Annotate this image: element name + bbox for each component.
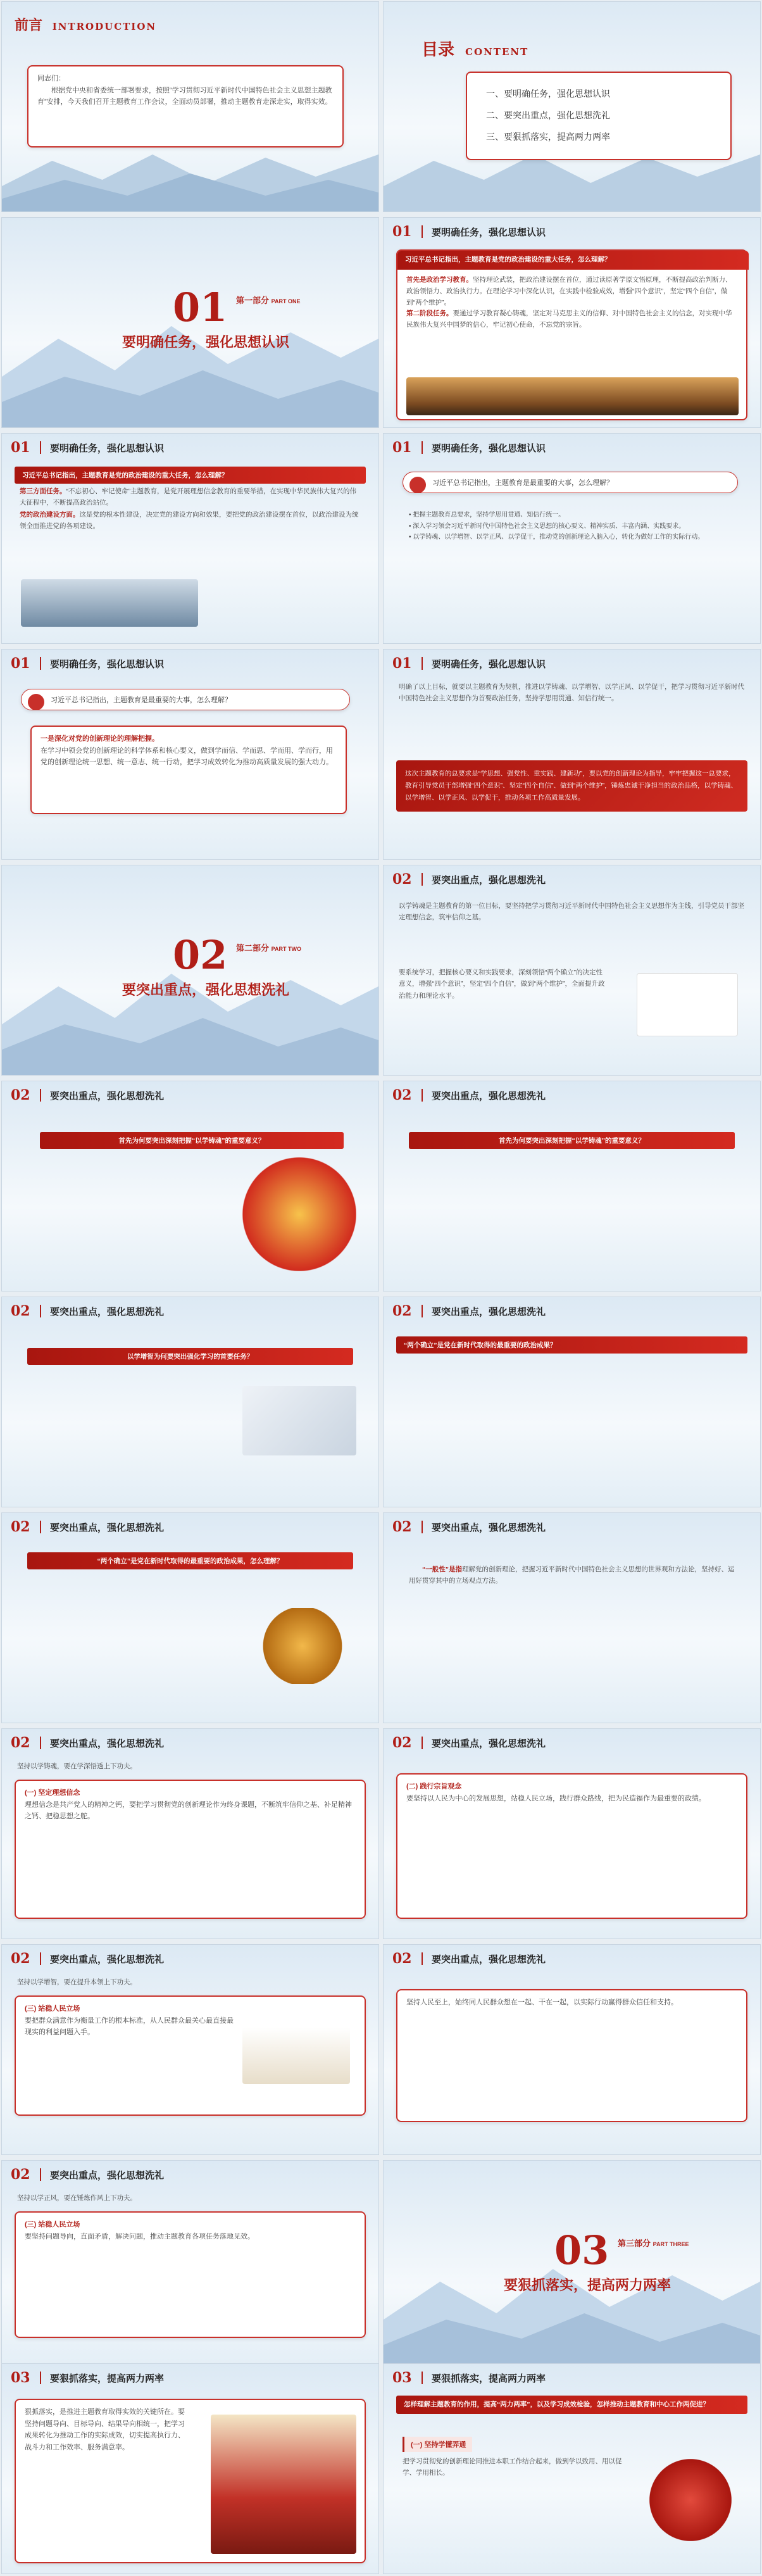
- header-number: 02: [392, 1951, 412, 1967]
- bullet-text-1: 把握主题教育总要求，坚持学思用贯通、知信行统一。: [413, 512, 565, 518]
- slide-header: [384, 434, 760, 462]
- header-title: 要明确任务，强化思想认识: [432, 227, 546, 238]
- slide-header: [2, 2364, 378, 2392]
- slide-header: [384, 218, 760, 246]
- header-number: 02: [392, 1519, 412, 1535]
- card-subheading: (三) 站稳人民立场: [25, 2221, 80, 2228]
- card-body: 要坚持以人民为中心的发展思想，站稳人民立场，践行群众路线，把为民造福作为最重要的政绩。: [406, 1794, 706, 1802]
- intro-text: 坚持以学铸魂，要在学深悟透上下功夫。: [17, 1762, 137, 1770]
- section-title: 要突出重点，强化思想洗礼: [122, 982, 290, 998]
- slide-s3-p2[interactable]: [383, 2363, 761, 2574]
- bullet-list: [409, 510, 738, 543]
- preface-title-cn: 前言: [15, 17, 43, 34]
- slide-section2-cover[interactable]: [1, 865, 379, 1076]
- header-title: 要突出重点，强化思想洗礼: [50, 1954, 165, 1965]
- pill-text: 习近平总书记指出，主题教育是最重要的大事，怎么理解？: [432, 479, 613, 487]
- slide-s2-p9[interactable]: [383, 1728, 761, 1939]
- toc-title-en: CONTENT: [465, 46, 529, 58]
- card-body: 要把群众满意作为衡量工作的根本标准，从人民群众最关心最直接最现实的利益问题入手。: [25, 2016, 234, 2037]
- content-card: [396, 1773, 747, 1919]
- question-pill: [21, 689, 350, 710]
- para-lead-1: 首先是政治学习教育。: [406, 275, 473, 284]
- question-bar: 首先为何要突出深刻把握“以学铸魂”的重要意义？: [40, 1132, 344, 1149]
- section-part-cn: 第一部分: [236, 296, 270, 305]
- bullet-text-3: 以学铸魂、以学增智、以学正风、以学促干，推动党的创新理论入脑入心，转化为做好工作的实际行动。: [413, 534, 704, 541]
- slide-header: [384, 1081, 760, 1109]
- para-body-1: “不忘初心、牢记使命”主题教育，是党开展理想信念教育的重要举措，在实现中华民族伟大复兴的伟大征程中，不断提高政治站位。: [20, 487, 356, 507]
- content-card: [396, 249, 747, 420]
- question-bar: 首先为何要突出深刻把握“以学铸魂”的重要意义？: [409, 1132, 735, 1149]
- header-title: 要突出重点，强化思想洗礼: [432, 874, 546, 886]
- slide-header: [384, 1513, 760, 1541]
- header-number: 03: [392, 2370, 412, 2386]
- ui-illustration: [637, 973, 738, 1036]
- lion-statue-image: [261, 1608, 344, 1684]
- card-body: 狠抓落实，是推进主题教育取得实效的关键所在。要坚持问题导向、目标导向、结果导向相统一，把学习成果转化为推动工作的实际成效，切实提高执行力、战斗力和工作效率、服务满意率。: [25, 2408, 185, 2452]
- slide-s2-p3[interactable]: [383, 1081, 761, 1291]
- slide-s1-p1[interactable]: [383, 217, 761, 428]
- preface-title: [15, 15, 156, 34]
- slide-header: [2, 1513, 378, 1541]
- slide-s1-p2[interactable]: [1, 433, 379, 644]
- slide-s1-p4[interactable]: [1, 649, 379, 860]
- header-number: 01: [392, 439, 412, 456]
- slide-section1-cover[interactable]: [1, 217, 379, 428]
- question-bar: 习近平总书记指出，主题教育是党的政治建设的重大任务，怎么理解？: [15, 467, 366, 484]
- para-lead: “一般性”是指: [422, 1566, 462, 1573]
- slide-header: [2, 1945, 378, 1973]
- sub-heading: (一) 坚持学懂弄通: [403, 2437, 472, 2452]
- slide-s1-p5[interactable]: [383, 649, 761, 860]
- ribbon-icon: [409, 477, 426, 493]
- slide-s2-p7[interactable]: [383, 1512, 761, 1723]
- toc-title-cn: 目录: [422, 41, 455, 60]
- toc-card: [466, 72, 732, 160]
- header-number: 02: [11, 1735, 30, 1751]
- section-title: 要明确任务，强化思想认识: [122, 334, 290, 351]
- header-title: 要突出重点，强化思想洗礼: [432, 1522, 546, 1533]
- torch-emblem: [242, 1157, 356, 1271]
- header-title: 要突出重点，强化思想洗礼: [50, 2170, 165, 2181]
- para-body-2: 这是党的根本性建设，决定党的建设方向和效果，要把党的政治建设摆在首位，以政治建设为统领全面推进党的各项建设。: [20, 510, 359, 531]
- content-card: [396, 1989, 747, 2122]
- header-number: 02: [11, 1303, 30, 1319]
- header-title: 要明确任务，强化思想认识: [50, 443, 165, 454]
- slide-preface[interactable]: [1, 1, 379, 212]
- para-lead-2: 第二阶段任务。: [406, 310, 453, 318]
- question-bar: 习近平总书记指出，主题教育是党的政治建设的重大任务，怎么理解？: [397, 251, 749, 270]
- question-bar: “两个确立”是党在新时代取得的最重要的政治成果，怎么理解？: [27, 1552, 353, 1569]
- slide-s2-p10[interactable]: [1, 1944, 379, 2155]
- slide-header: [384, 865, 760, 893]
- header-title: 要狠抓落实，提高两力两率: [432, 2373, 546, 2384]
- para-body-1: 坚持理论武装，把政治建设摆在首位，通过读原著学原文悟原理，不断提高政治判断力、政治领悟力、政治执行力。在理论学习中深化认识，在实践中检验成效，增强“四个意识”，坚定“四个自信”，做到“两个维护”。: [406, 275, 732, 306]
- header-number: 02: [392, 1087, 412, 1103]
- question-pill: [403, 472, 738, 493]
- header-title: 要明确任务，强化思想认识: [432, 443, 546, 454]
- slide-s2-p8[interactable]: [1, 1728, 379, 1939]
- signpost-icon: [649, 2459, 732, 2541]
- slide-s2-p11[interactable]: [383, 1944, 761, 2155]
- card-subheading: (三) 站稳人民立场: [25, 2005, 80, 2013]
- header-title: 要突出重点，强化思想洗礼: [50, 1090, 165, 1102]
- para-body-2: 要通过学习教育凝心铸魂，坚定对马克思主义的信仰、对中国特色社会主义的信念，对实现中华民族伟大复兴中国梦的信心，牢记初心使命，不忘党的宗旨。: [406, 310, 732, 329]
- toc-item-2[interactable]: 二、要突出重点，强化思想洗礼: [486, 110, 610, 120]
- header-number: 01: [11, 655, 30, 672]
- content-card: [15, 2211, 366, 2338]
- header-title: 要突出重点，强化思想洗礼: [432, 1738, 546, 1749]
- section-part-en: PART TWO: [271, 946, 301, 952]
- header-number: 02: [392, 871, 412, 888]
- slide-s2-p4[interactable]: [1, 1297, 379, 1507]
- card-subheading: 一是深化对党的创新理论的理解把握。: [41, 735, 159, 743]
- header-title: 要狠抓落实，提高两力两率: [50, 2373, 165, 2384]
- para-1: 以学铸魂是主题教育的第一位目标，要坚持把学习贯彻习近平新时代中国特色社会主义思想作为主线，引导党员干部坚定理想信念，筑牢信仰之基。: [399, 902, 744, 922]
- slide-section3-cover[interactable]: [383, 2160, 761, 2371]
- slide-toc[interactable]: [383, 1, 761, 212]
- header-number: 01: [392, 655, 412, 672]
- header-title: 要明确任务，强化思想认识: [432, 658, 546, 670]
- slide-header: [384, 2364, 760, 2392]
- content-card: [30, 726, 347, 814]
- bullet-item: • 把握主题教育总要求，坚持学思用贯通、知信行统一。: [409, 512, 565, 518]
- intro-text: 明确了以上目标，就要以主题教育为契机，推进以学铸魂、以学增智、以学正风、以学促干，把学习贯彻习近平新时代中国特色社会主义思想作为首要政治任务，坚持学思用贯通、知信行统一。: [399, 683, 744, 703]
- section-number: 01: [173, 284, 228, 330]
- content-card: [15, 1780, 366, 1919]
- toc-item-1[interactable]: 一、要明确任务，强化思想认识: [486, 89, 610, 99]
- preface-body: 根据党中央和省委统一部署要求，按照“学习贯彻习近平新时代中国特色社会主义思想主题教育”安排，今天我们召开主题教育工作会议，全面动员部署，推动主题教育走深走实，取得实效。: [37, 86, 332, 106]
- preface-title-en: INTRODUCTION: [52, 21, 157, 32]
- slide-header: [2, 434, 378, 462]
- para-lead-1: 第三方面任务。: [20, 487, 66, 495]
- header-number: 02: [11, 2166, 30, 2183]
- slide-s3-p1[interactable]: [1, 2363, 379, 2574]
- slide-header: [2, 1729, 378, 1757]
- section-number: 03: [554, 2227, 609, 2273]
- section-part-en: PART ONE: [271, 298, 301, 305]
- header-title: 要突出重点，强化思想洗礼: [50, 1306, 165, 1317]
- toc-title: [422, 37, 528, 60]
- landscape-image: [21, 579, 198, 627]
- section-part-cn: 第二部分: [236, 943, 270, 953]
- intro-text: 坚持以学增智，要在提升本领上下功夫。: [17, 1978, 137, 1986]
- bullet-text-2: 深入学习领会习近平新时代中国特色社会主义思想的核心要义、精神实质、丰富内涵、实践要求。: [413, 522, 685, 530]
- para-body: 理解党的创新理论，把握习近平新时代中国特色社会主义思想的世界观和方法论，坚持好、运用好贯穿其中的立场观点方法。: [409, 1566, 735, 1585]
- content-text: 把学习贯彻党的创新理论同推进本职工作结合起来，做到学以致用、用以促学、学用相长。: [403, 2458, 622, 2477]
- header-number: 03: [11, 2370, 30, 2386]
- para-2: 要系统学习，把握核心要义和实践要求，深刻领悟“两个确立”的决定性意义，增强“四个意识”，坚定“四个自信”，做到“两个维护”，全面提升政治能力和理论水平。: [399, 969, 605, 1000]
- section-part: [236, 294, 300, 306]
- section-part: [618, 2237, 689, 2249]
- card-body: 理想信念是共产党人的精神之钙，要把学习贯彻党的创新理论作为终身课题，不断筑牢信仰之基、补足精神之钙、把稳思想之舵。: [25, 1800, 352, 1821]
- bullet-item: • 深入学习领会习近平新时代中国特色社会主义思想的核心要义、精神实质、丰富内涵、实践要求。: [409, 522, 685, 530]
- header-number: 02: [392, 1735, 412, 1751]
- ribbon-icon: [28, 694, 44, 710]
- section-title: 要狠抓落实，提高两力两率: [504, 2277, 671, 2294]
- header-number: 02: [11, 1087, 30, 1103]
- bullet-item: • 以学铸魂、以学增智、以学正风、以学促干，推动党的创新理论入脑入心，转化为做好工作的实际行动。: [409, 534, 704, 541]
- highlight-block: 这次主题教育的总要求是“学思想、强党性、重实践、建新功”，要以党的创新理论为指导，牢牢把握这一总要求，教育引导党员干部增强“四个意识”、坚定“四个自信”、做到“两个维护”，锤炼忠诚干净担当的政治品格，以学铸魂、以学增智、以学正风、以学促干，推动各项工作高质量发展。: [396, 760, 747, 812]
- card-body: 在学习中领会党的创新理论的科学体系和核心要义，做到学而信、学而思、学而用、学而行，用党的创新理论统一思想、统一意志、统一行动，把学习成效转化为推动高质量发展的强大动力。: [41, 746, 333, 767]
- question-bar: 怎样理解主题教育的作用，提高“两力两率”，以及学习成效检验，怎样推动主题教育和中心工作两促进？: [396, 2396, 747, 2414]
- question-bar: 以学增智为何要突出强化学习的首要任务？: [27, 1348, 353, 1365]
- document-illustration: [242, 1386, 356, 1455]
- slide-header: [2, 650, 378, 677]
- card-body: 坚持人民至上，始终同人民群众想在一起、干在一起，以实际行动赢得群众信任和支持。: [406, 1999, 678, 2006]
- preface-greeting: 同志们：: [37, 75, 65, 82]
- header-title: 要突出重点，强化思想洗礼: [50, 1522, 165, 1533]
- slide-header: [384, 650, 760, 677]
- intro-text: 坚持以学正风，要在锤炼作风上下功夫。: [17, 2194, 137, 2202]
- preface-card: [27, 65, 344, 148]
- slide-header: [2, 2161, 378, 2189]
- header-title: 要突出重点，强化思想洗礼: [432, 1954, 546, 1965]
- header-title: 要突出重点，强化思想洗礼: [432, 1090, 546, 1102]
- content-text: [20, 486, 361, 532]
- slide-s2-p1[interactable]: [383, 865, 761, 1076]
- slide-s2-p6[interactable]: [1, 1512, 379, 1723]
- content-text: [409, 1564, 738, 1587]
- book-image: [242, 2027, 350, 2084]
- slide-header: [2, 1297, 378, 1325]
- header-number: 02: [11, 1519, 30, 1535]
- card-body: 要坚持问题导向，直面矛盾，解决问题，推动主题教育各项任务落地见效。: [25, 2232, 254, 2240]
- header-title: 要突出重点，强化思想洗礼: [50, 1738, 165, 1749]
- slide-header: [384, 1297, 760, 1325]
- pill-text: 习近平总书记指出，主题教育是最重要的大事，怎么理解？: [51, 696, 232, 704]
- header-number: 01: [11, 439, 30, 456]
- para-lead-2: 党的政治建设方面。: [20, 510, 80, 518]
- slide-s2-p5[interactable]: [383, 1297, 761, 1507]
- header-title: 要突出重点，强化思想洗礼: [432, 1306, 546, 1317]
- great-wall-image: [406, 377, 739, 415]
- slide-header: [384, 1945, 760, 1973]
- section-number: 02: [173, 932, 228, 978]
- slide-s2-p2[interactable]: [1, 1081, 379, 1291]
- header-number: 02: [392, 1303, 412, 1319]
- section-part-en: PART THREE: [653, 2241, 689, 2247]
- slide-s1-p3[interactable]: [383, 433, 761, 644]
- slide-header: [384, 1729, 760, 1757]
- slide-s2-p12[interactable]: [1, 2160, 379, 2371]
- section-part-cn: 第三部分: [618, 2239, 651, 2248]
- header-title: 要明确任务，强化思想认识: [50, 658, 165, 670]
- header-number: 02: [11, 1951, 30, 1967]
- section-part: [236, 941, 301, 953]
- tiananmen-image: [211, 2415, 356, 2554]
- toc-item-3[interactable]: 三、要狠抓落实，提高两力两率: [486, 131, 610, 142]
- header-number: 01: [392, 223, 412, 240]
- card-subheading: (一) 坚定理想信念: [25, 1789, 80, 1797]
- slide-header: [2, 1081, 378, 1109]
- card-subheading: (二) 践行宗旨观念: [406, 1783, 462, 1790]
- question-bar: “两个确立”是党在新时代取得的最重要的政治成果？: [396, 1336, 747, 1354]
